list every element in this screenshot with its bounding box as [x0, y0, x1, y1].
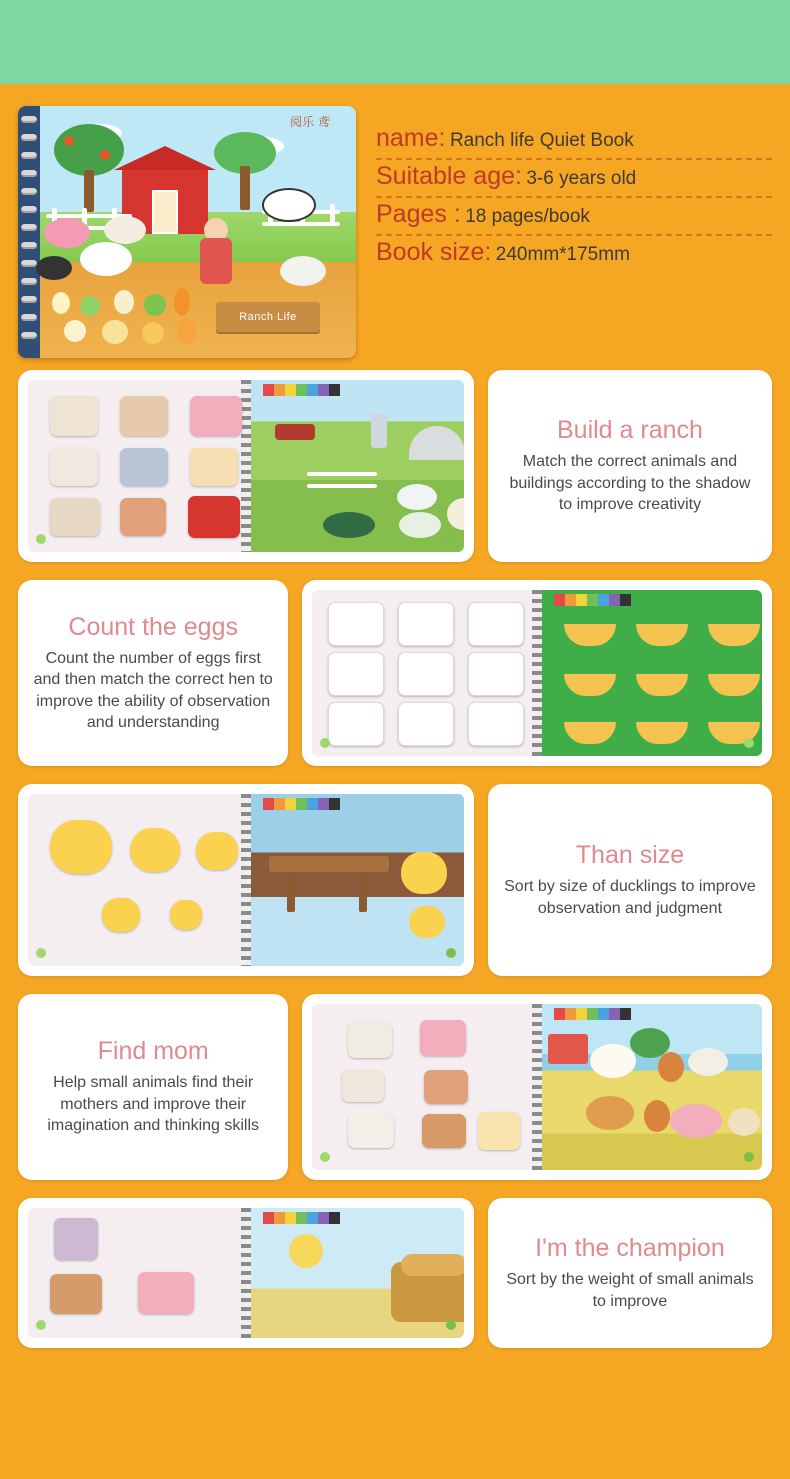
piece-barn — [188, 496, 240, 538]
spec-row-name — [376, 122, 772, 160]
spread-left-page — [28, 794, 241, 966]
dog-icon — [36, 256, 72, 280]
piece-rooster — [120, 498, 166, 536]
dock-post-icon — [359, 872, 367, 912]
publisher-stamp: 阅乐 鸢 — [290, 115, 330, 129]
piece-baby-pig — [420, 1020, 466, 1056]
spread-left-page — [312, 1004, 532, 1170]
cover-title-plate: Ranch Life — [216, 302, 320, 332]
spec-key: Suitable age: — [376, 162, 522, 190]
tree-trunk-icon — [240, 166, 250, 210]
apple-icon — [64, 136, 74, 146]
spec-value: 240mm*175mm — [495, 244, 630, 265]
book-spread — [28, 1208, 464, 1338]
piece-rabbit — [54, 1218, 98, 1260]
piece-hen-number — [468, 702, 524, 746]
piece-hen-number — [328, 702, 384, 746]
spec-value: 3-6 years old — [526, 168, 637, 189]
piece-hen-number — [468, 652, 524, 696]
spread-left-page — [312, 590, 532, 756]
fence-icon — [307, 472, 377, 476]
page-corner-dot — [36, 1320, 46, 1330]
book-spread — [312, 590, 762, 756]
spec-row-size — [376, 236, 772, 272]
nest-slot — [636, 624, 688, 646]
top-color-band — [0, 0, 790, 84]
tractor-icon — [275, 424, 315, 440]
sheep-mother-icon — [590, 1044, 636, 1078]
vegetable-icon — [102, 320, 128, 344]
feature-description: Match the correct animals and buildings according to the shadow to improve creativity — [509, 453, 751, 514]
tree-trunk-icon — [84, 170, 94, 212]
shadow-sheep — [399, 512, 441, 538]
build-a-ranch-spread — [18, 370, 474, 562]
piece-sheep — [50, 448, 98, 486]
spiral-binding-icon — [241, 380, 251, 552]
feature-description: Help small animals find their mothers and improve their imagination and thinking skills — [47, 1074, 260, 1135]
print-color-bar — [554, 1008, 631, 1020]
feature-row-than-size — [18, 784, 772, 976]
piece-baby-foal — [422, 1114, 466, 1148]
spiral-binding-icon — [241, 794, 251, 966]
rooster-icon — [658, 1052, 684, 1082]
piece-cow — [120, 396, 168, 436]
duck-large-icon — [401, 852, 447, 894]
silo-icon — [409, 426, 464, 460]
pig-mother-icon — [670, 1104, 722, 1138]
vegetable-icon — [114, 290, 134, 314]
book-spread — [312, 1004, 762, 1170]
piece-duckling-large — [50, 820, 112, 874]
print-color-bar — [263, 384, 340, 396]
print-color-bar — [263, 798, 340, 810]
nest-slot — [708, 624, 760, 646]
spec-key: Pages : — [376, 200, 461, 228]
piece-baby-chick — [424, 1070, 468, 1104]
feature-row-champion — [18, 1198, 772, 1348]
goat-icon — [280, 256, 326, 286]
nest-slot — [636, 674, 688, 696]
print-color-bar — [554, 594, 631, 606]
book-spread — [28, 794, 464, 966]
feature-title: Build a ranch — [556, 416, 703, 445]
spiral-binding-icon — [241, 1208, 251, 1338]
feature-list — [0, 370, 790, 1348]
feature-description: Sort by the weight of small animals to improve — [506, 1271, 754, 1310]
feature-title: Find mom — [97, 1037, 209, 1066]
shadow-goat — [447, 498, 464, 530]
feature-row-build-a-ranch — [18, 370, 772, 562]
piece-duckling-medium — [130, 828, 180, 872]
piece-hen-number — [398, 602, 454, 646]
piece-pig — [138, 1272, 194, 1314]
piece-duckling-smaller — [102, 898, 140, 932]
shadow-hen — [397, 484, 437, 510]
feature-text-find-mom — [18, 994, 288, 1180]
hen-nest-icon — [728, 1108, 760, 1136]
nest-slot — [636, 722, 688, 744]
spread-left-page — [28, 1208, 241, 1338]
page-corner-dot — [744, 1152, 754, 1162]
vegetable-icon — [52, 292, 70, 314]
book-cover-image — [18, 106, 356, 358]
barn-icon — [548, 1034, 588, 1064]
feature-row-find-mom — [18, 994, 772, 1180]
spread-right-page — [251, 794, 464, 966]
feature-text-count-the-eggs — [18, 580, 288, 766]
piece-hen-nest — [190, 448, 238, 486]
shadow-cow — [323, 512, 375, 538]
vegetable-icon — [80, 296, 100, 316]
sun-icon — [289, 1234, 323, 1268]
find-mom-spread — [302, 994, 772, 1180]
piece-baby-sheep — [348, 1114, 394, 1148]
piece-cattle — [50, 498, 100, 536]
spiral-binding-icon — [532, 590, 542, 756]
piece-horse — [50, 1274, 102, 1314]
piece-hen-number — [328, 652, 384, 696]
spec-value: Ranch life Quiet Book — [449, 130, 634, 151]
page-corner-dot — [36, 948, 46, 958]
spec-row-pages — [376, 198, 772, 236]
carrot-icon — [178, 318, 196, 344]
duck-small-icon — [409, 906, 445, 938]
product-spec-section — [0, 84, 790, 370]
feature-description: Sort by size of ducklings to improve observation and judgment — [504, 878, 756, 917]
piece-duckling-small — [196, 832, 238, 870]
page-corner-dot — [320, 1152, 330, 1162]
spiral-binding-icon — [18, 106, 40, 358]
farmer-girl-body — [200, 238, 232, 284]
spread-right-page — [542, 590, 762, 756]
page-corner-dot — [744, 738, 754, 748]
page-corner-dot — [320, 738, 330, 748]
piece-baby-goat — [348, 1022, 392, 1058]
stump-top-icon — [401, 1254, 464, 1276]
nest-slot — [564, 722, 616, 744]
piece-hen-number — [468, 602, 524, 646]
book-cover-container — [18, 106, 358, 358]
pig-icon — [44, 218, 90, 248]
piece-duckling-smallest — [170, 900, 202, 930]
spec-key: name: — [376, 124, 446, 152]
dock-icon — [269, 856, 389, 872]
nest-slot — [708, 674, 760, 696]
feature-text-champion — [488, 1198, 772, 1348]
fence-icon — [307, 484, 377, 488]
piece-baby-lamb — [342, 1070, 384, 1102]
spec-key: Book size: — [376, 238, 492, 266]
piece-egg-chick — [478, 1112, 520, 1150]
feature-title: I'm the champion — [535, 1234, 725, 1263]
horse-mother-icon — [586, 1096, 634, 1130]
page-corner-dot — [446, 948, 456, 958]
feature-text-than-size — [488, 784, 772, 976]
nest-slot — [564, 624, 616, 646]
count-the-eggs-spread — [302, 580, 772, 766]
feature-description: Count the number of eggs first and then match the correct hen to improve the ability of observation and understanding — [33, 649, 273, 731]
feature-title: Count the eggs — [68, 612, 238, 641]
sheep-icon — [80, 242, 132, 276]
vegetable-icon — [144, 294, 166, 316]
spread-right-page — [251, 380, 464, 552]
piece-hen-number — [328, 602, 384, 646]
book-spread — [28, 380, 464, 552]
than-size-spread — [18, 784, 474, 976]
spec-list — [358, 106, 772, 358]
nest-slot — [564, 674, 616, 696]
piece-goat — [50, 396, 98, 436]
windmill-icon — [371, 414, 387, 448]
feature-row-count-the-eggs — [18, 580, 772, 766]
spread-right-page — [251, 1208, 464, 1338]
apple-icon — [100, 150, 110, 160]
piece-horse — [120, 448, 168, 486]
page-corner-dot — [446, 534, 456, 544]
piece-hen-number — [398, 652, 454, 696]
spec-value: 18 pages/book — [465, 206, 590, 227]
fence-post-icon — [330, 204, 335, 226]
sheep-icon — [104, 216, 146, 244]
spread-right-page — [542, 1004, 762, 1170]
feature-text-build-a-ranch — [488, 370, 772, 562]
spread-left-page — [28, 380, 241, 552]
dock-post-icon — [287, 872, 295, 912]
piece-pig — [190, 396, 242, 436]
goat-mother-icon — [688, 1048, 728, 1076]
vegetable-icon — [142, 322, 164, 344]
cow-icon — [262, 188, 316, 222]
print-color-bar — [263, 1212, 340, 1224]
page-corner-dot — [446, 1320, 456, 1330]
spec-row-age — [376, 160, 772, 198]
feature-title: Than size — [575, 841, 685, 870]
piece-hen-number — [398, 702, 454, 746]
spiral-binding-icon — [532, 1004, 542, 1170]
hen-icon — [644, 1100, 670, 1132]
vegetable-icon — [64, 320, 86, 342]
page-corner-dot — [36, 534, 46, 544]
champion-spread — [18, 1198, 474, 1348]
carrot-icon — [174, 288, 190, 316]
